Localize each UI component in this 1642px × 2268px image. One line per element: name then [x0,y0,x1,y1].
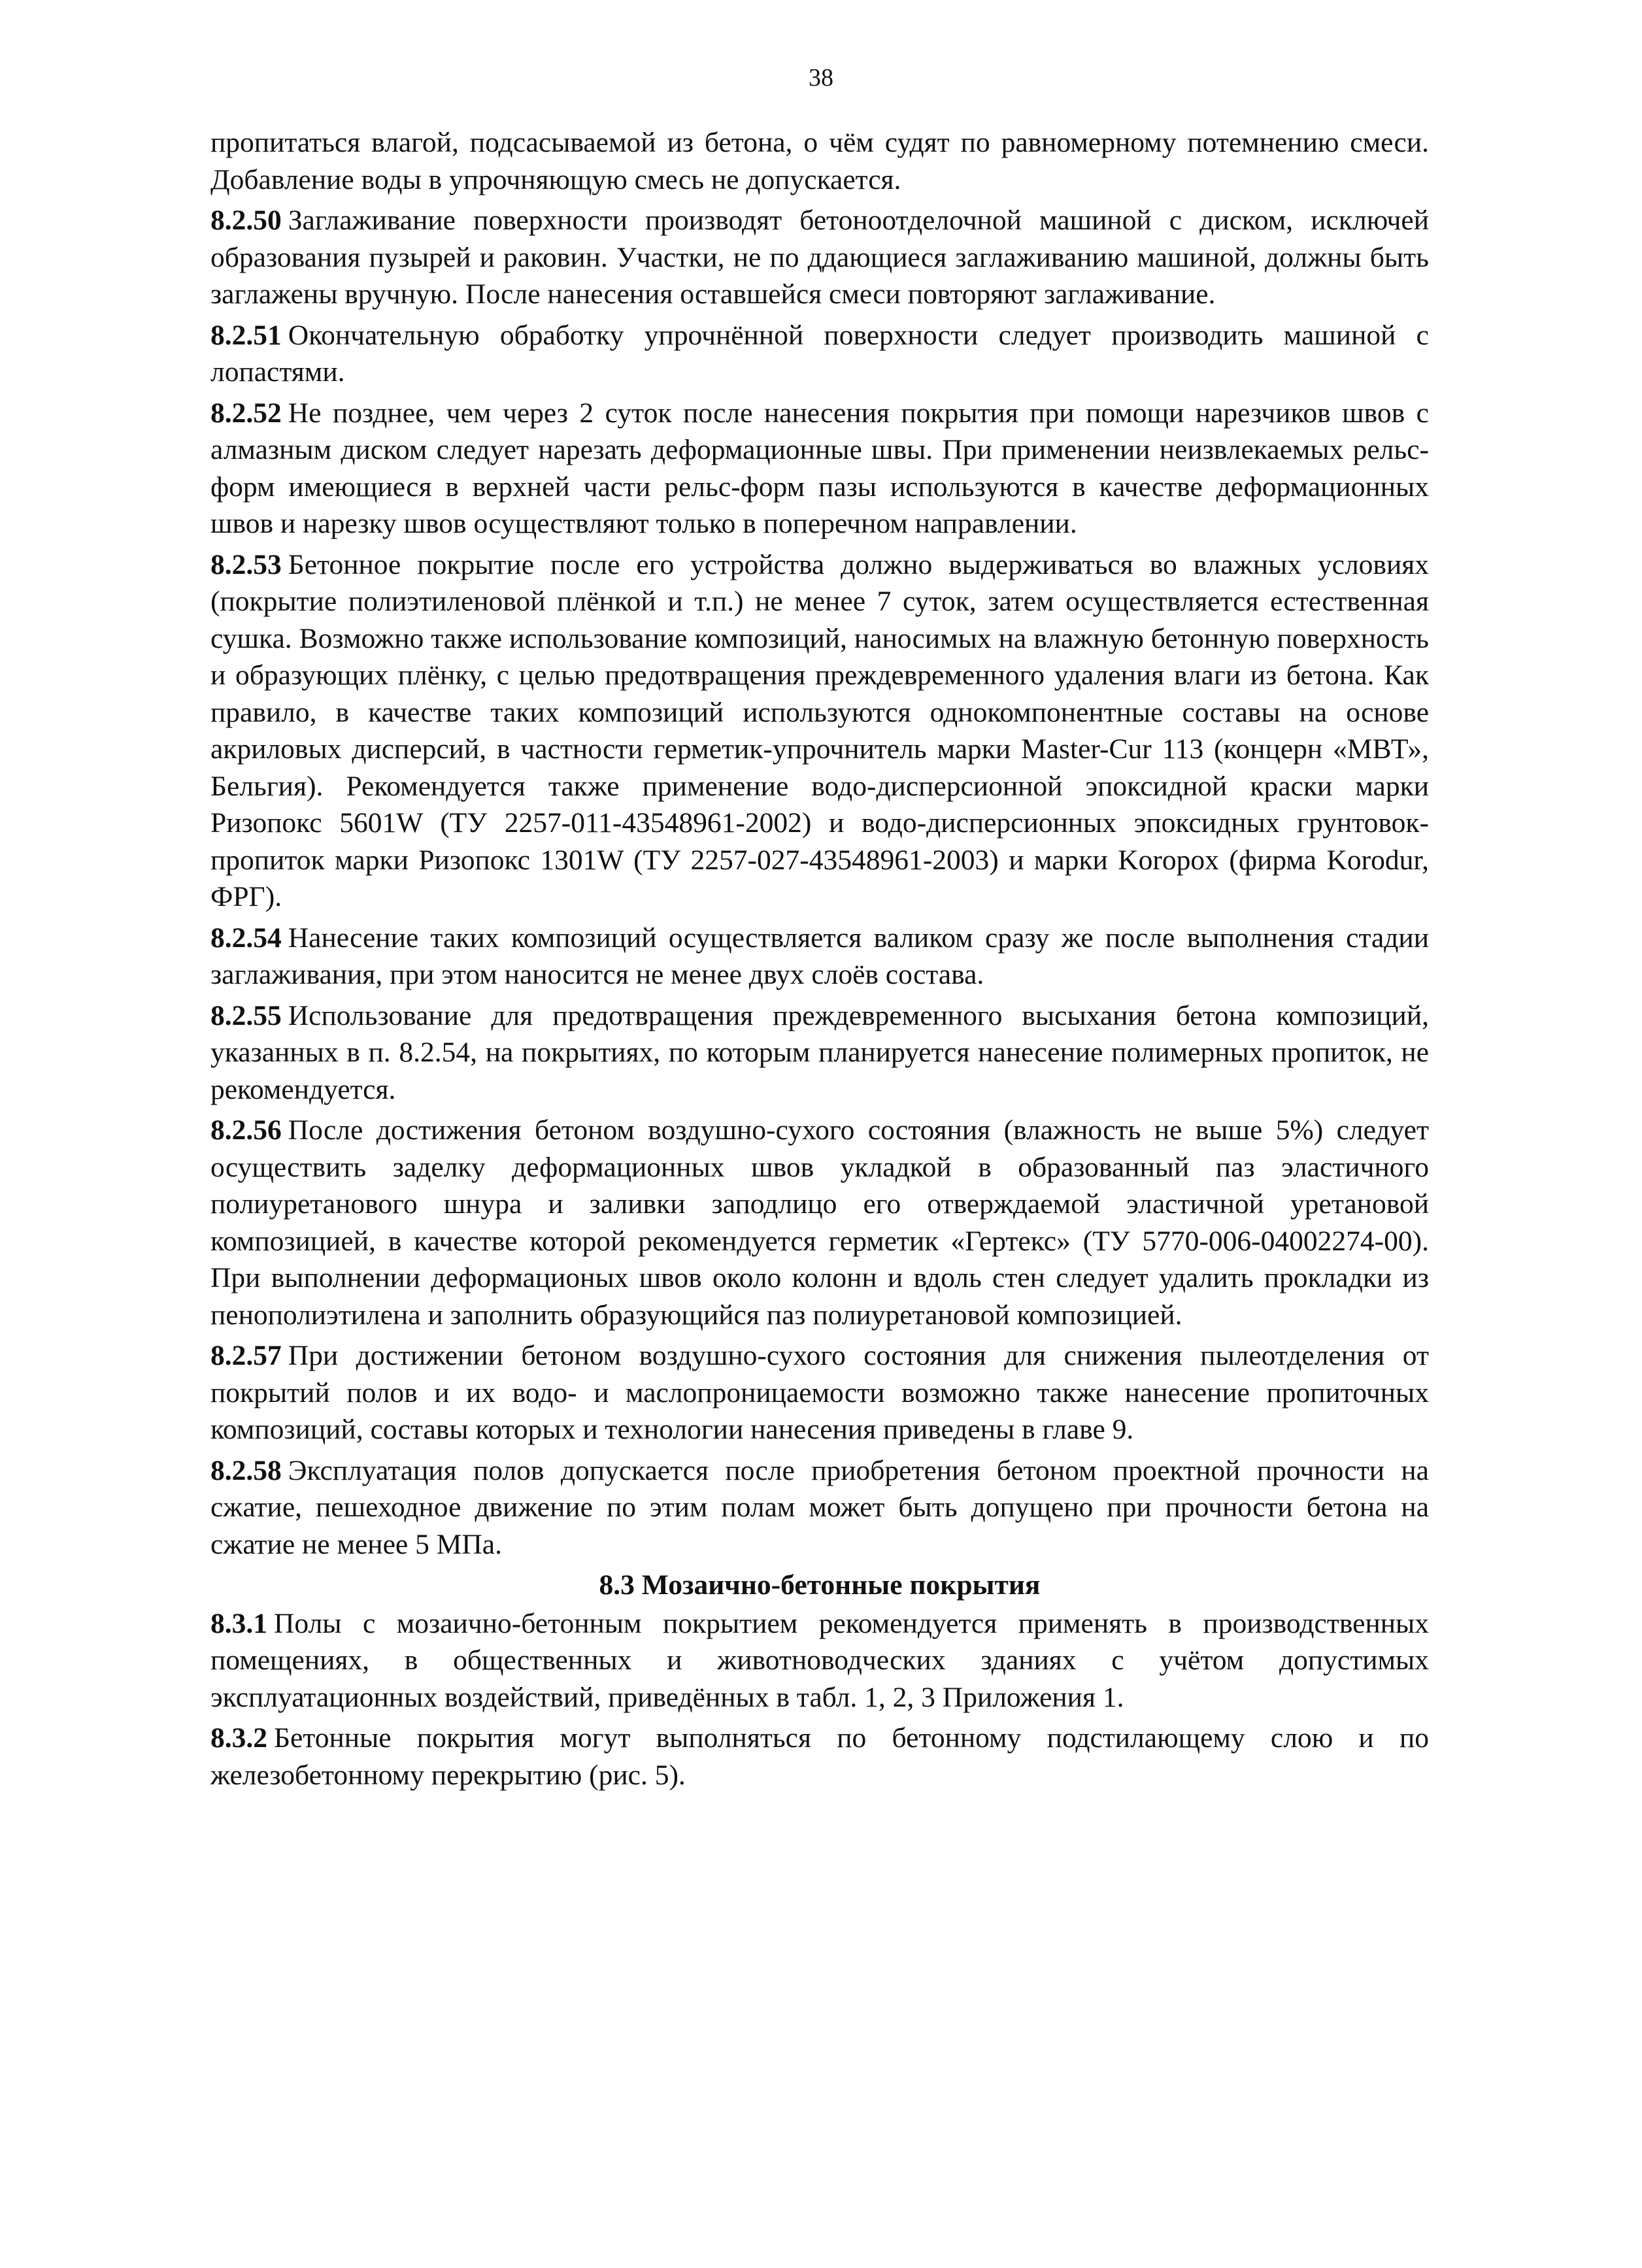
paragraph-number: 8.2.53 [210,548,282,580]
paragraph-number: 8.2.54 [210,922,282,954]
paragraph-8-2-58 [210,1452,1429,1563]
paragraph-8-2-56 [210,1112,1429,1333]
paragraph-8-3-2 [210,1720,1429,1793]
paragraph-number: 8.3.1 [210,1607,267,1639]
paragraph-number: 8.2.52 [210,397,282,429]
paragraph-8-2-53 [210,546,1429,916]
paragraph-8-3-1 [210,1605,1429,1716]
page-number: 38 [809,64,833,92]
paragraph-number: 8.2.50 [210,205,282,236]
paragraph-text: Полы с мозаично-бетонным покрытием рекомендуется применять в производственных помещениях, в общественных и животноводческих зданиях с учётом допустимых эксплуатационных воздействий, приведённых в табл. 1, 2, 3 Приложения 1. [210,1607,1429,1713]
paragraph-text: При достижении бетоном воздушно-сухого состояния для снижения пылеотделения от покрытий полов и их водо- и маслопроницаемости возможно также нанесение пропиточных композиций, составы которых и технологии нанесения приведены в главе 9. [210,1340,1429,1445]
paragraph-text: Использование для предотвращения преждевременного высыхания бетона композиций, указанных в п. 8.2.54, на покрытиях, по которым планируется нанесение полимерных пропиток, не рекомендуется. [210,999,1429,1105]
document-body [210,124,1429,1797]
paragraph-text: Бетонные покрытия могут выполняться по бетонному подстилающему слою и по железобетонному перекрытию (рис. 5). [210,1722,1429,1791]
paragraph-text: Бетонное покрытие после его устройства должно выдерживаться во влажных условиях (покрытие полиэтиленовой плёнкой и т.п.) не менее 7 суток, затем осуществляется естественная сушка. Возможно также использование композиций, наносимых на влажную бетонную поверхность и образующих плёнку, с целью предотвращения преждевременного удаления влаги из бетона. Как правило, в качестве таких композиций используются однокомпонентные составы на основе акриловых дисперсий, в частности герметик-упрочнитель марки Master-Cur 113 (концерн «МВТ», Бельгия). Рекомендуется также применение водо-дисперсионной эпоксидной краски марки Ризопокс 5601W (ТУ 2257-011-43548961-2002) и водо-дисперсионных эпоксидных грунтовок-пропиток марки Ризопокс 1301W (ТУ 2257-027-43548961-2003) и марки Koropox (фирма Korodur, ФРГ). [210,548,1429,912]
paragraph-number: 8.2.55 [210,999,282,1031]
paragraph-text: Не позднее, чем через 2 суток после нанесения покрытия при помощи нарезчиков швов с алмазным диском следует нарезать деформационные швы. При применении неизвлекаемых рельс-форм имеющиеся в верхней части рельс-форм пазы используются в качестве деформационных швов и нарезку швов осуществляют только в поперечном направлении. [210,397,1429,539]
paragraph-8-2-57 [210,1337,1429,1448]
paragraph-8-2-51 [210,317,1429,391]
paragraph-number: 8.2.56 [210,1114,282,1146]
paragraph-8-2-50 [210,202,1429,313]
paragraph-number: 8.2.51 [210,319,282,351]
paragraph-8-2-54 [210,920,1429,993]
paragraph-8-2-52 [210,395,1429,542]
paragraph-text: пропитаться влагой, подсасываемой из бетона, о чём судят по равномерному потемнению смеси. Добавление воды в упрочняющую смесь не допускается. [210,127,1429,195]
paragraph-text: Окончательную обработку упрочнённой поверхности следует производить машиной с лопастями. [210,319,1429,388]
section-heading: 8.3 Мозаично-бетонные покрытия [599,1569,1041,1601]
paragraph-text: Эксплуатация полов допускается после приобретения бетоном проектной прочности на сжатие, пешеходное движение по этим полам может быть допущено при прочности бетона на сжатие не менее 5 МПа. [210,1454,1429,1560]
paragraph-number: 8.2.57 [210,1340,282,1371]
paragraph-number: 8.2.58 [210,1454,282,1486]
paragraph-text: Заглаживание поверхности производят бетоноотделочной машиной с диском, исключей образования пузырей и раковин. Участки, не по ддающиеся заглаживанию машиной, должны быть заглажены вручную. После нанесения оставшейся смеси повторяют заглаживание. [210,205,1429,310]
paragraph-8-2-55 [210,997,1429,1109]
paragraph-continuation [210,124,1429,198]
paragraph-text: После достижения бетоном воздушно-сухого состояния (влажность не выше 5%) следует осуществить заделку деформационных швов укладкой в образованный паз эластичного полиуретанового шнура и заливки заподлицо его отверждаемой эластичной уретановой композицией, в качестве которой рекомендуется герметик «Гертекс» (ТУ 5770-006-04002274-00). При выполнении деформационых швов около колонн и вдоль стен следует удалить прокладки из пенополиэтилена и заполнить образующийся паз полиуретановой композицией. [210,1114,1429,1331]
paragraph-text: Нанесение таких композиций осуществляется валиком сразу же после выполнения стадии заглаживания, при этом наносится не менее двух слоёв состава. [210,922,1429,990]
paragraph-number: 8.3.2 [210,1722,267,1754]
